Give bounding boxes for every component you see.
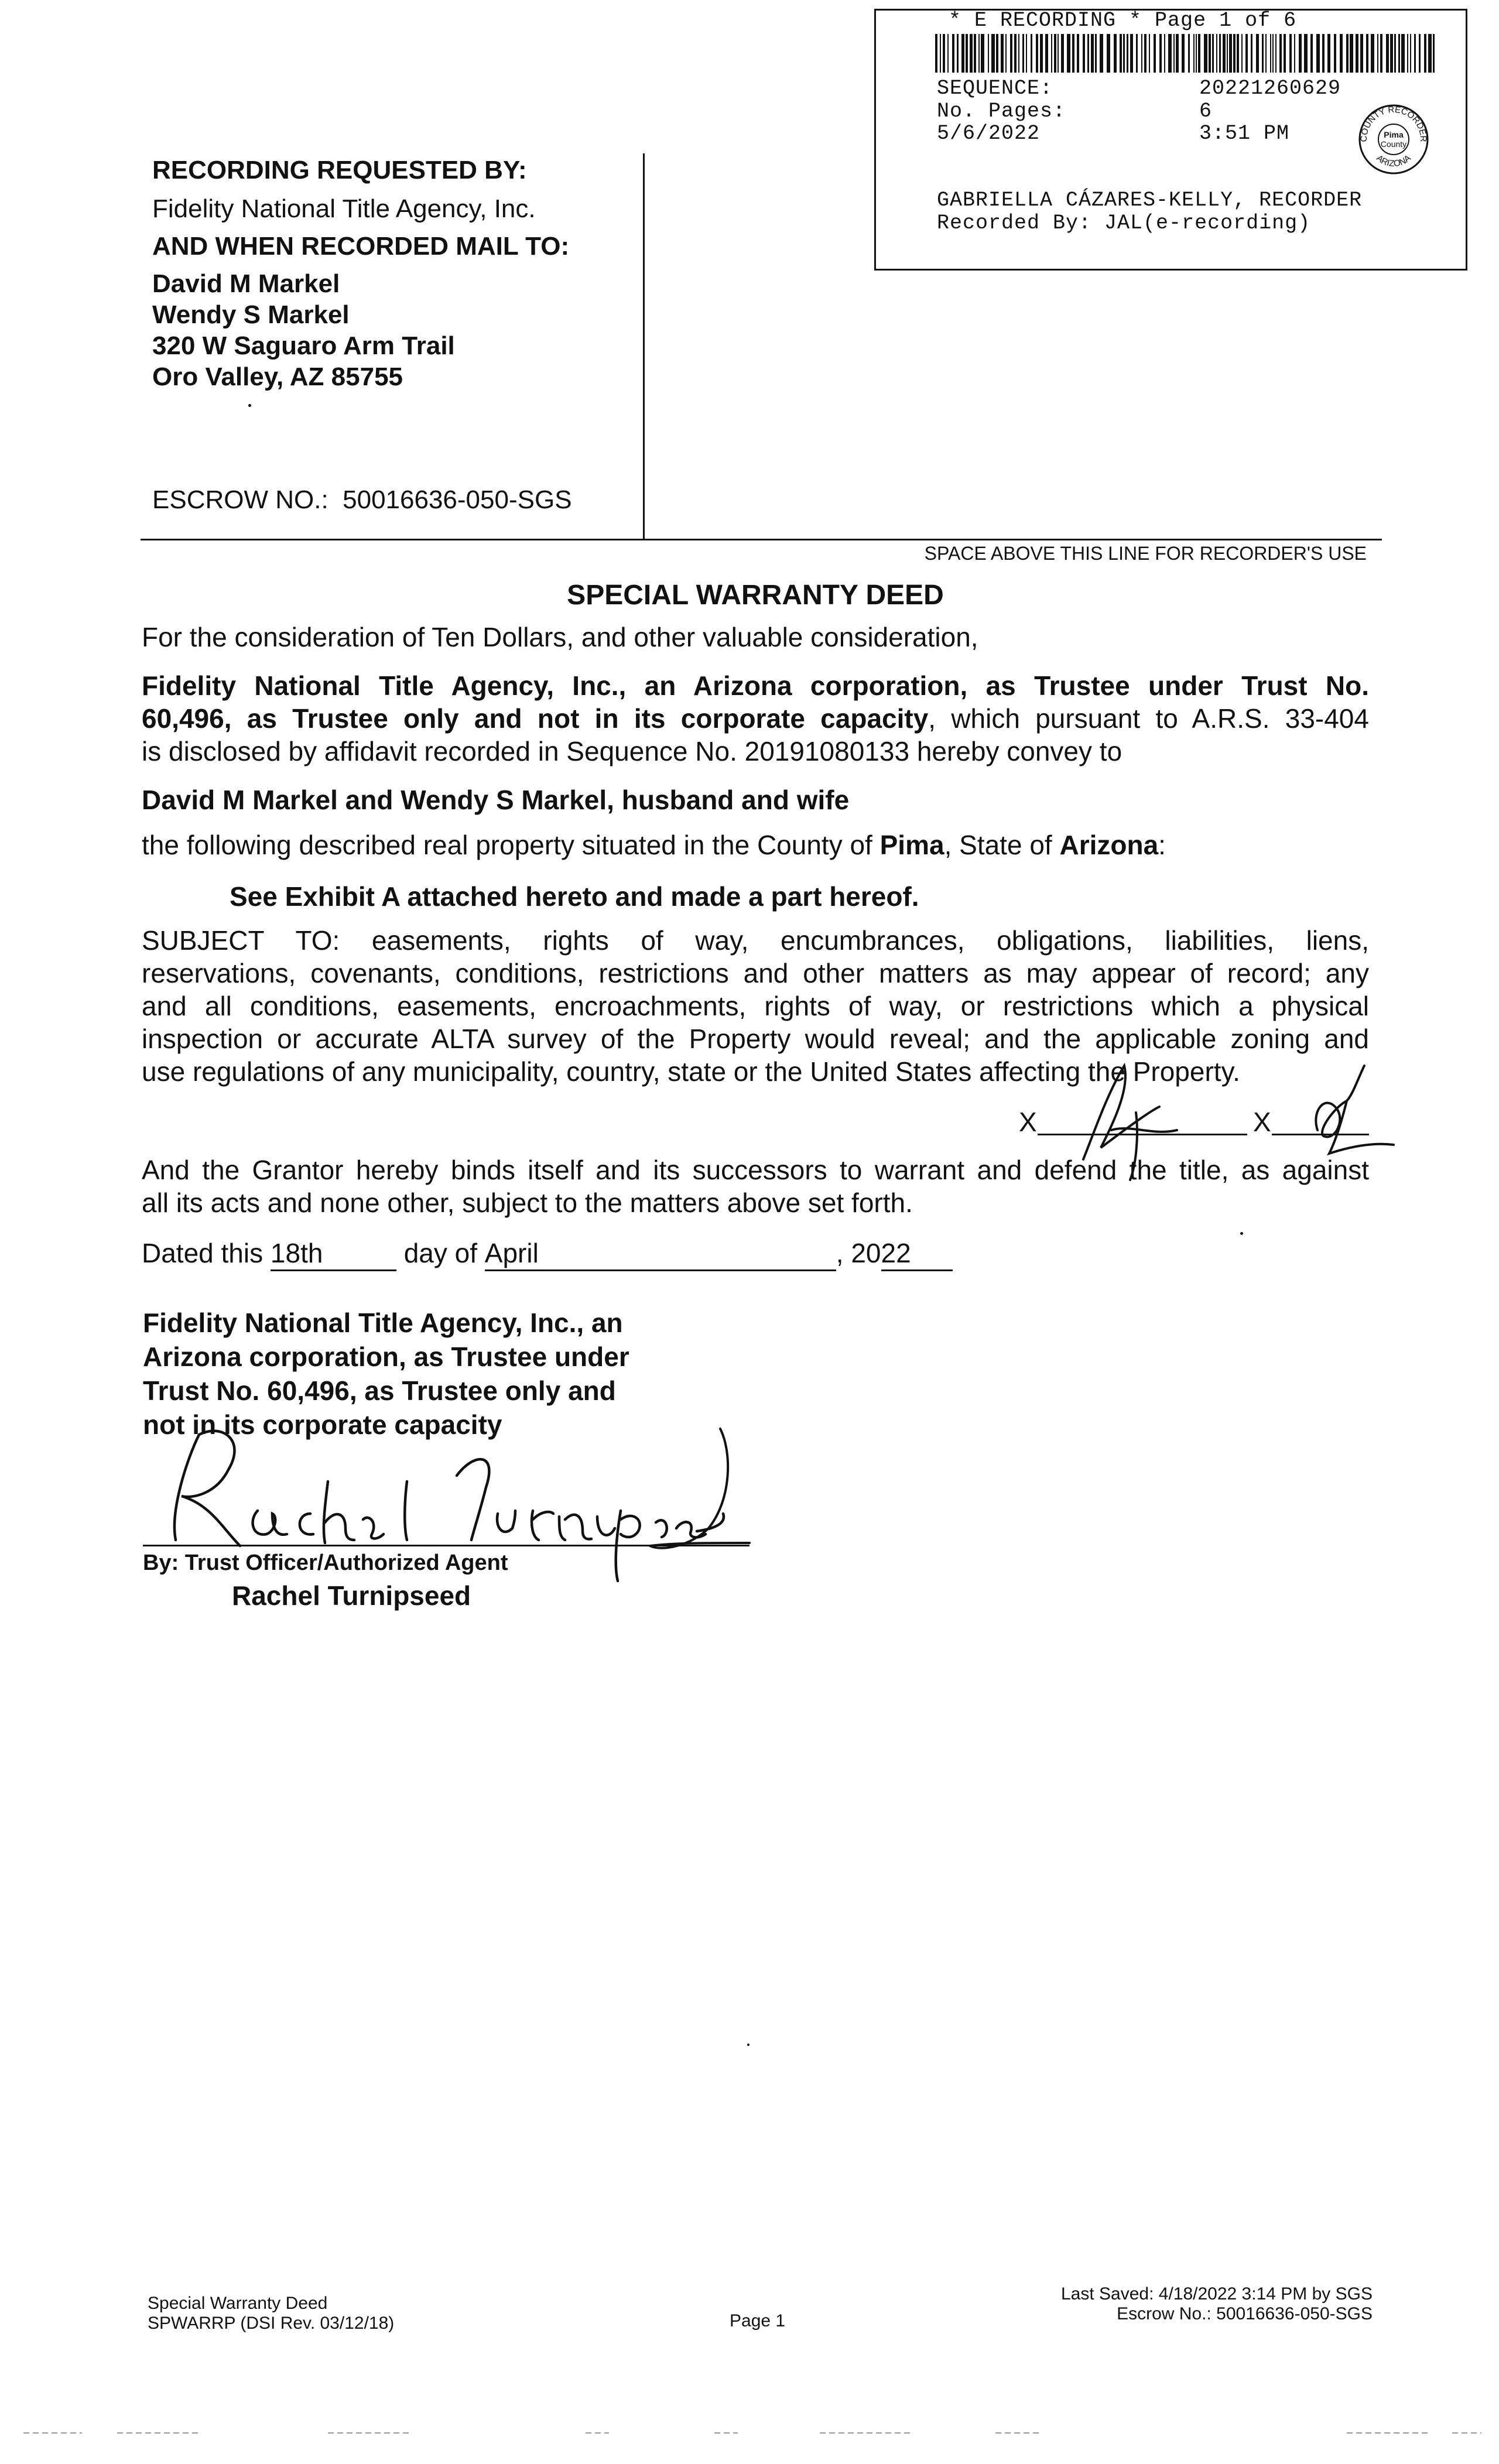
barcode-bar: [1327, 34, 1330, 73]
barcode-bar: [1299, 34, 1302, 73]
signer-block-line-3: Trust No. 60,496, as Trustee only and: [143, 1375, 616, 1406]
header-vertical-divider: [643, 153, 645, 540]
pages-value: 6: [1199, 100, 1213, 123]
barcode-bar: [981, 34, 984, 73]
barcode-bar: [1045, 34, 1048, 73]
sequence-label: SEQUENCE:: [937, 77, 1053, 100]
barcode-bar: [1229, 34, 1232, 73]
svg-text:COUNTY RECORDER: COUNTY RECORDER: [1358, 104, 1429, 142]
dated-pre: Dated this: [142, 1238, 263, 1268]
stray-dot: [248, 404, 251, 407]
requested-by-value: Fidelity National Title Agency, Inc.: [152, 194, 536, 223]
barcode-bar: [1123, 34, 1125, 73]
barcode-bar: [1087, 34, 1089, 73]
barcode-bar: [1198, 34, 1200, 73]
barcode-bar: [1168, 34, 1172, 73]
barcode-bar: [1386, 34, 1389, 73]
requested-by-label: RECORDING REQUESTED BY:: [152, 156, 527, 184]
mail-to-city: Oro Valley, AZ 85755: [152, 362, 403, 391]
barcode-bar: [1051, 34, 1052, 73]
footer-form-name: Special Warranty Deed: [148, 2294, 328, 2313]
barcode-bar: [1350, 34, 1353, 73]
barcode-bar: [1275, 34, 1276, 73]
escrow-value: 50016636-050-SGS: [343, 485, 572, 514]
barcode-bar: [1428, 34, 1432, 73]
subject-to-line-2: reservations, covenants, conditions, restrictions and other matters as may appear of record; any: [142, 958, 1369, 988]
barcode-bar: [1237, 34, 1239, 73]
barcode-bar: [1031, 34, 1032, 73]
barcode-bar: [1154, 34, 1156, 73]
barcode-bar: [1310, 34, 1313, 73]
barcode-bar: [1164, 34, 1165, 73]
barcode-bar: [1334, 34, 1336, 73]
barcode-bar: [1114, 34, 1117, 73]
barcode-bar: [1371, 34, 1374, 73]
barcode-bar: [1346, 34, 1349, 73]
barcode-bar: [1316, 34, 1320, 73]
barcode-bar: [1083, 34, 1085, 73]
barcode-bar: [1136, 34, 1138, 73]
barcode-bar: [1005, 34, 1007, 73]
dated-line: [142, 1237, 953, 1271]
svg-text:Pima: Pima: [1384, 130, 1404, 139]
stamp-header: * E RECORDING * Page 1 of 6: [949, 9, 1297, 32]
barcode-bar: [1360, 34, 1363, 73]
initial-mark-2: X: [1253, 1107, 1271, 1137]
barcode-bar: [1366, 34, 1368, 73]
barcode-bar: [943, 34, 945, 73]
svg-text:ARIZONA: ARIZONA: [1374, 153, 1413, 169]
property-mid: , State of: [944, 830, 1060, 860]
subject-to-line-1: SUBJECT TO: easements, rights of way, encumbrances, obligations, liabilities, liens,: [142, 925, 1369, 956]
barcode-bar: [1265, 34, 1267, 73]
consideration-text: For the consideration of Ten Dollars, and other valuable consideration,: [142, 622, 978, 652]
barcode-bar: [1014, 34, 1017, 73]
mail-to-street: 320 W Saguaro Arm Trail: [152, 331, 455, 360]
mail-to-name-1: David M Markel: [152, 269, 340, 298]
barcode-bar: [952, 34, 954, 73]
barcode-bar: [1018, 34, 1019, 73]
barcode-bar: [1216, 34, 1217, 73]
grantor-capacity: 60,496, as Trustee only and not in its corporate capacity: [142, 703, 929, 734]
escrow-label: ESCROW NO.:: [152, 485, 328, 514]
barcode-bar: [1040, 34, 1043, 73]
barcode-bar: [1010, 34, 1012, 73]
barcode-bar: [1061, 34, 1064, 73]
footer-escrow: Escrow No.: 50016636-050-SGS: [1117, 2304, 1373, 2323]
barcode-bar: [1377, 34, 1378, 73]
barcode-bar: [1241, 34, 1243, 73]
barcode-bar: [966, 34, 968, 73]
barcode-bar: [1100, 34, 1103, 73]
signature-line: [143, 1545, 750, 1546]
barcode-bar: [1294, 34, 1295, 73]
barcode-bar: [1304, 34, 1308, 73]
barcode-bar: [1001, 34, 1004, 73]
barcode-bar: [1204, 34, 1207, 73]
signer-block-line-2: Arizona corporation, as Trustee under: [143, 1341, 629, 1372]
subject-to-line-5: use regulations of any municipality, country, state or the United States affecting the Property.: [142, 1056, 1240, 1087]
barcode-bar: [1223, 34, 1226, 73]
recorder-use-note: SPACE ABOVE THIS LINE FOR RECORDER'S USE: [924, 543, 1367, 564]
property-location: [142, 829, 1166, 861]
dated-month: April: [485, 1237, 836, 1271]
barcode-bar: [1284, 34, 1286, 73]
dated-mid: day of: [403, 1238, 477, 1268]
barcode-bar: [1057, 34, 1059, 73]
record-date: 5/6/2022: [937, 122, 1041, 145]
dated-day: 18th: [271, 1237, 396, 1271]
barcode-bar: [1120, 34, 1122, 73]
barcode-bar: [940, 34, 941, 73]
barcode-bar: [1067, 34, 1070, 73]
dated-year-prefix: , 20: [836, 1238, 881, 1268]
footer-form-code: SPWARRP (DSI Rev. 03/12/18): [148, 2314, 395, 2333]
grantor-line-3: is disclosed by affidavit recorded in Sequence No. 20191080133 hereby convey to: [142, 736, 1122, 766]
county-seal-icon: [1357, 103, 1430, 176]
recorded-by: Recorded By: JAL(e-recording): [937, 211, 1311, 235]
barcode-bar: [1419, 34, 1421, 73]
exhibit-reference: See Exhibit A attached hereto and made a part hereof.: [230, 881, 919, 912]
barcode-bar: [1036, 34, 1038, 73]
barcode-bar: [1144, 34, 1147, 73]
barcode-bar: [1095, 34, 1097, 73]
stray-dot-3: [747, 2044, 750, 2046]
recorder-name: GABRIELLA CÁZARES-KELLY, RECORDER: [937, 189, 1363, 212]
footer-last-saved: Last Saved: 4/18/2022 3:14 PM by SGS: [1060, 2284, 1373, 2304]
grantee-names: David M Markel and Wendy S Markel, husband and wife: [142, 785, 850, 815]
state-name: Arizona: [1059, 830, 1159, 860]
barcode-bar: [1026, 34, 1027, 73]
barcode-bar: [1077, 34, 1079, 73]
escrow-number: [152, 484, 572, 516]
warranty-line-1: And the Grantor hereby binds itself and its successors to warrant and defend the title, as against: [142, 1155, 1369, 1185]
barcode-bar: [1091, 34, 1094, 73]
signer-title: By: Trust Officer/Authorized Agent: [143, 1551, 508, 1575]
barcode-bar: [1233, 34, 1236, 73]
county-name: Pima: [879, 830, 944, 860]
sequence-value: 20221260629: [1199, 77, 1341, 100]
record-time: 3:51 PM: [1199, 122, 1290, 145]
property-end: :: [1158, 830, 1166, 860]
barcode-bar: [1401, 34, 1405, 73]
barcode-bar: [1173, 34, 1175, 73]
barcode-bar: [1219, 34, 1221, 73]
barcode-bar: [1022, 34, 1024, 73]
barcode-bar: [1279, 34, 1282, 73]
grantor-line-1: Fidelity National Title Agency, Inc., an Arizona corporation, as Trustee under Trust No.: [142, 670, 1369, 701]
barcode-bar: [1262, 34, 1264, 73]
barcode-bar: [1054, 34, 1056, 73]
barcode-bar: [1251, 34, 1252, 73]
subject-to-line-3: and all conditions, easements, encroachments, rights of way, or restrictions which a physical: [142, 991, 1369, 1021]
footer-page-number: Page 1: [730, 2311, 786, 2330]
barcode-bar: [1212, 34, 1214, 73]
barcode-bar: [1245, 34, 1248, 73]
barcode-bar: [1394, 34, 1396, 73]
barcode-bar: [988, 34, 989, 73]
barcode-bar: [1340, 34, 1343, 73]
barcode-bar: [1182, 34, 1185, 73]
barcode-bar: [1424, 34, 1426, 73]
scan-edge-noise: [0, 2430, 1499, 2436]
barcode-bar: [1256, 34, 1259, 73]
mail-to-name-2: Wendy S Markel: [152, 300, 350, 329]
mail-to-label: AND WHEN RECORDED MAIL TO:: [152, 232, 570, 261]
stray-dot-2: [1240, 1232, 1243, 1235]
barcode-bar: [1107, 34, 1110, 73]
barcode-bar: [1270, 34, 1271, 73]
barcode-bar: [1141, 34, 1142, 73]
barcode-bar: [974, 34, 976, 73]
barcode-bar: [957, 34, 959, 73]
barcode-bar: [1130, 34, 1133, 73]
grantor-line-2: [142, 702, 1369, 735]
barcode-bar: [1193, 34, 1195, 73]
deed-title: SPECIAL WARRANTY DEED: [567, 580, 944, 611]
barcode-bar: [1159, 34, 1162, 73]
barcode-bar: [1196, 34, 1197, 73]
signer-block-line-1: Fidelity National Title Agency, Inc., an: [143, 1308, 623, 1338]
barcode-bar: [1272, 34, 1274, 73]
barcode-image: [935, 34, 1435, 73]
barcode-bar: [961, 34, 964, 73]
pages-label: No. Pages:: [937, 100, 1066, 123]
initial-mark-1: X: [1019, 1107, 1037, 1137]
barcode-bar: [970, 34, 973, 73]
barcode-bar: [935, 34, 937, 73]
barcode-bar: [1410, 34, 1411, 73]
barcode-bar: [1398, 34, 1400, 73]
recorder-space-line: [141, 539, 1382, 540]
barcode-bar: [1188, 34, 1190, 73]
barcode-bar: [1176, 34, 1179, 73]
property-pre: the following described real property situated in the County of: [142, 830, 880, 860]
subject-to-line-4: inspection or accurate ALTA survey of the Property would reveal; and the applicable zoning and: [142, 1024, 1369, 1054]
barcode-bar: [1390, 34, 1393, 73]
dated-year: 22: [881, 1237, 953, 1271]
svg-text:County: County: [1380, 139, 1407, 149]
barcode-bar: [1072, 34, 1074, 73]
barcode-bar: [978, 34, 980, 73]
barcode-bar: [1209, 34, 1211, 73]
barcode-bar: [1149, 34, 1150, 73]
barcode-bar: [1127, 34, 1128, 73]
signer-block-line-4: not in its corporate capacity: [143, 1409, 502, 1440]
barcode-bar: [1380, 34, 1382, 73]
barcode-bar: [991, 34, 995, 73]
grantor-statute: , which pursuant to A.R.S. 33-404: [928, 703, 1369, 734]
barcode-bar: [1289, 34, 1292, 73]
barcode-bar: [996, 34, 998, 73]
barcode-bar: [1322, 34, 1325, 73]
barcode-bar: [1407, 34, 1408, 73]
barcode-bar: [1356, 34, 1358, 73]
warranty-line-2: all its acts and none other, subject to the matters above set forth.: [142, 1187, 913, 1218]
signer-name: Rachel Turnipseed: [232, 1580, 471, 1611]
barcode-bar: [1227, 34, 1228, 73]
barcode-bar: [1414, 34, 1416, 73]
barcode-bar: [947, 34, 949, 73]
barcode-bar: [1433, 34, 1435, 73]
